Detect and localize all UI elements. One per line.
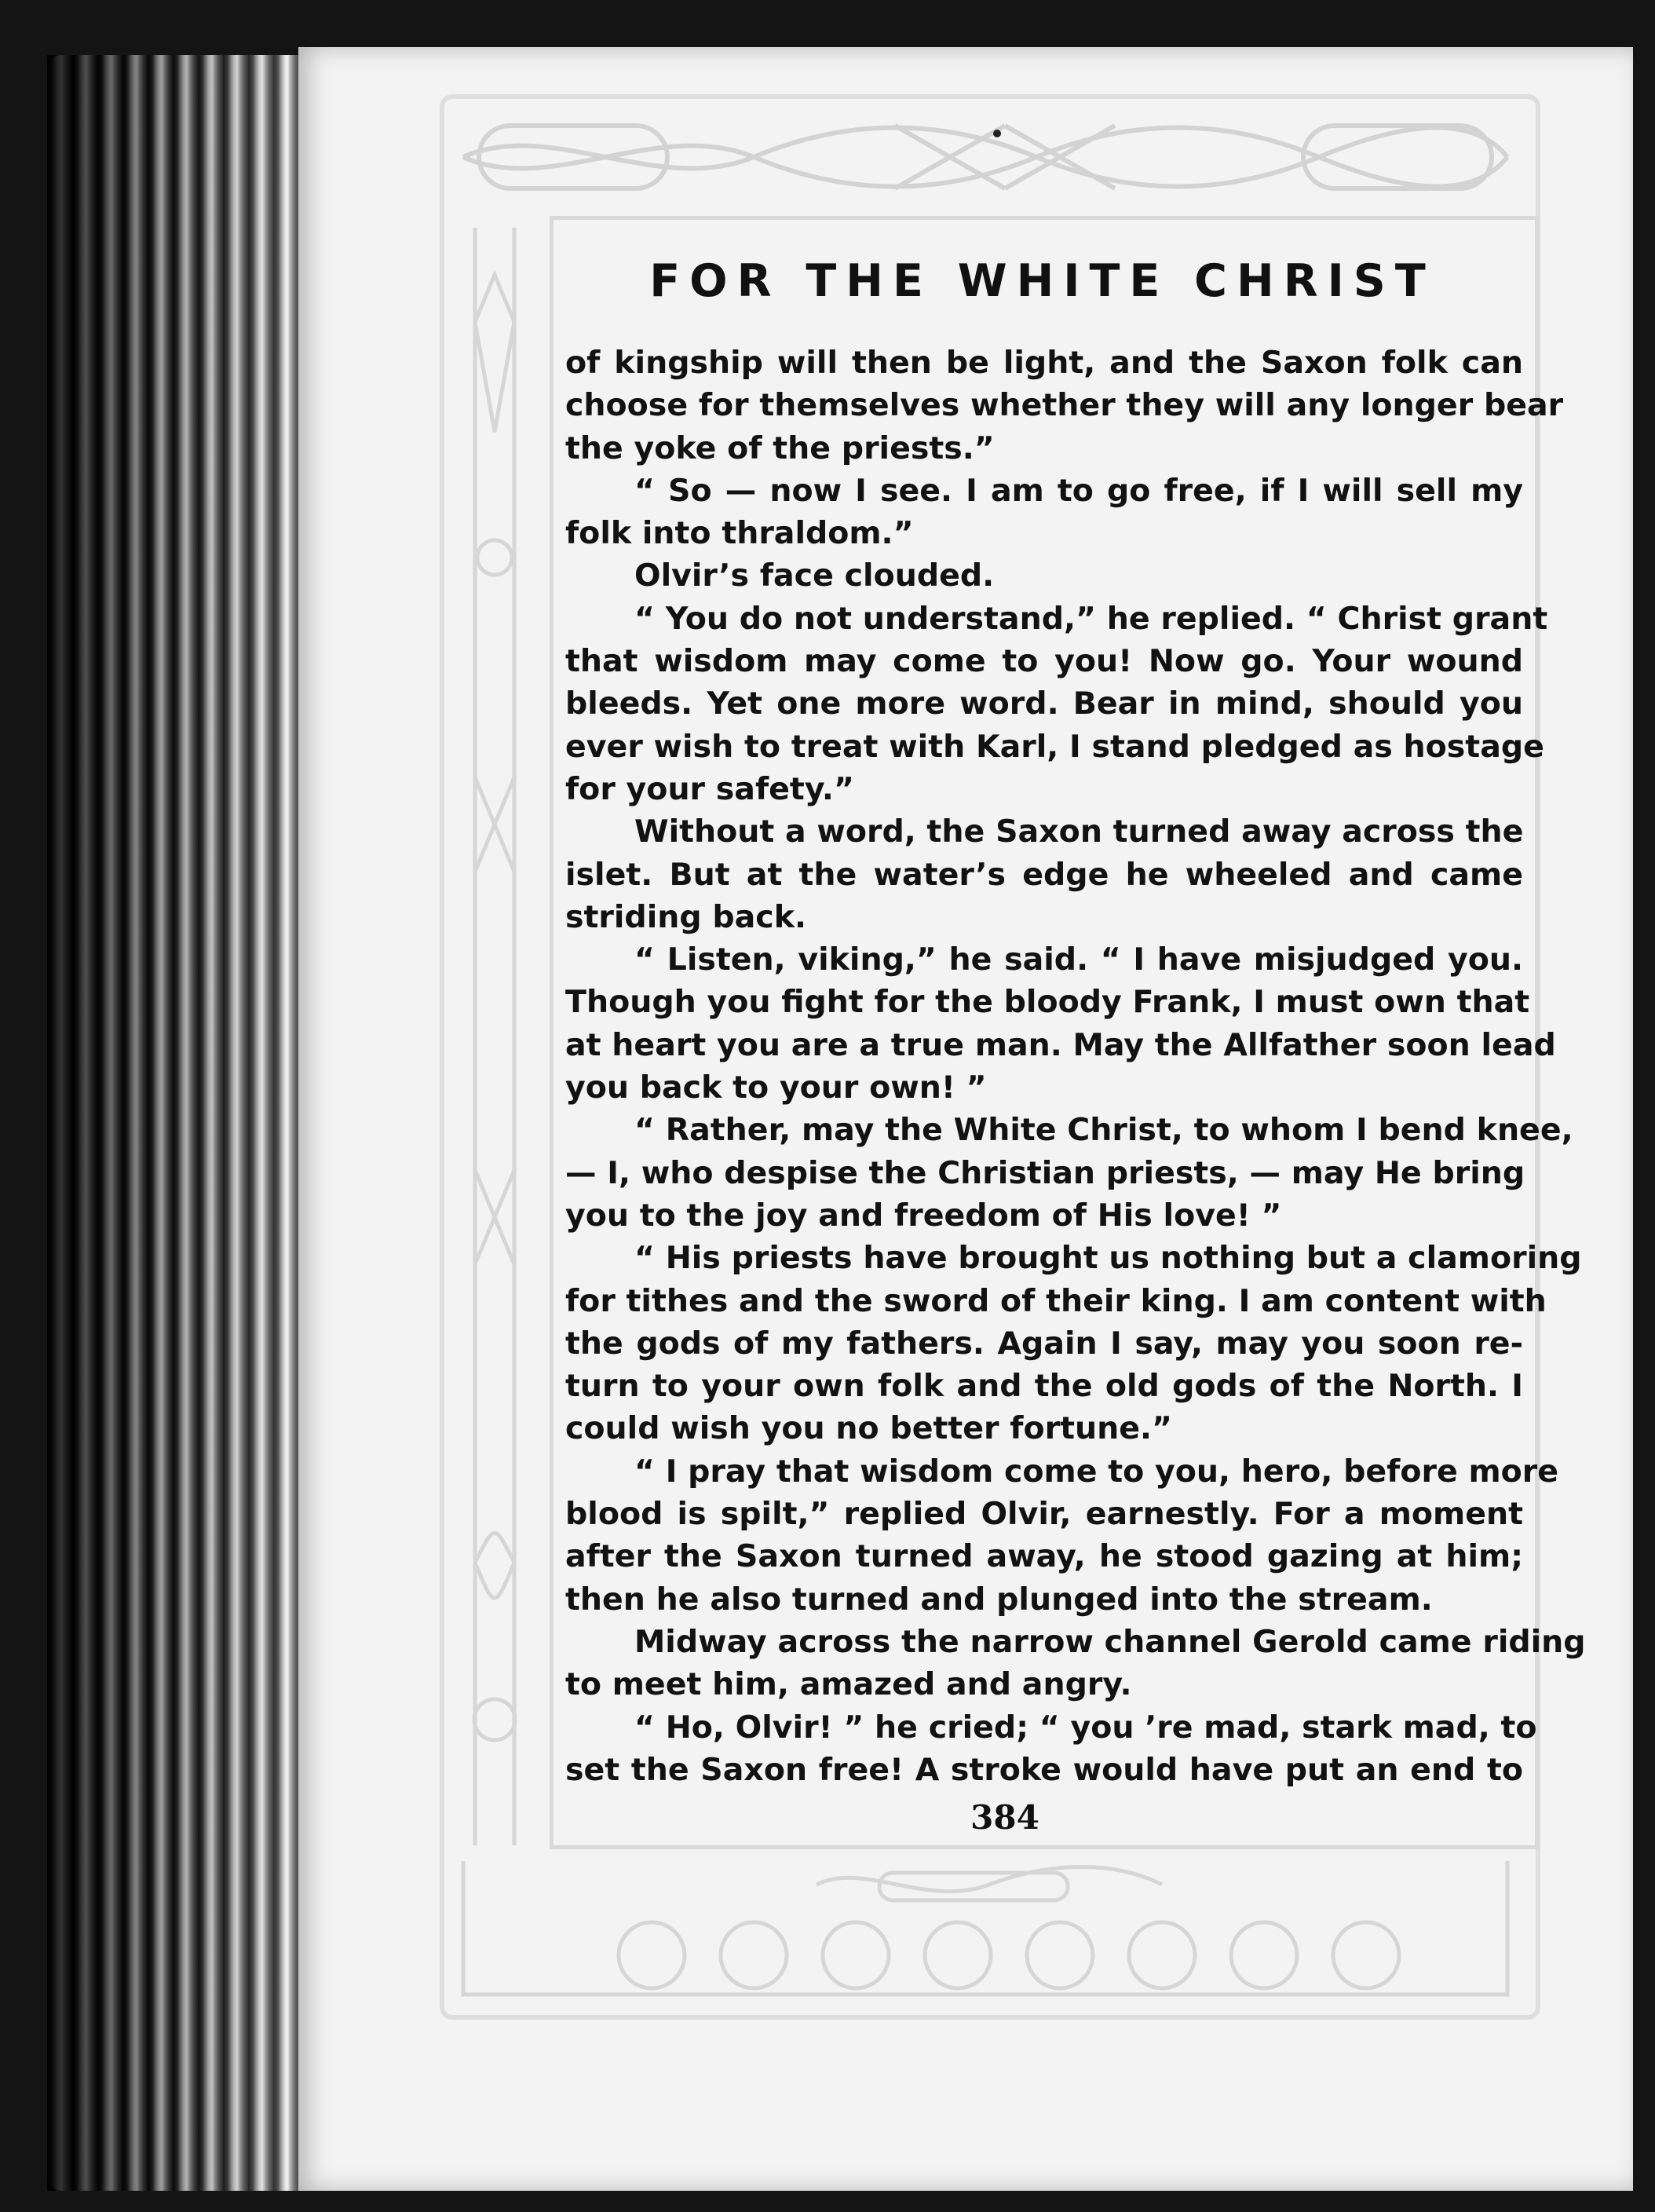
text-line: Though you fight for the bloody Frank, I must own that bbox=[565, 984, 1530, 1021]
text-line: for tithes and the sword of their king. I am content with bbox=[565, 1282, 1547, 1319]
text-line: islet. But at the water’s edge he wheeled and came bbox=[565, 856, 1523, 893]
text-line: folk into thraldom.” bbox=[565, 515, 914, 552]
text-line: the gods of my fathers. Again I say, may you soon re- bbox=[565, 1325, 1523, 1362]
text-line: “ His priests have brought us nothing but a clamoring bbox=[634, 1240, 1582, 1277]
text-line: of kingship will then be light, and the Saxon folk can bbox=[565, 345, 1523, 381]
page-leaf bbox=[298, 47, 1633, 2191]
body-text bbox=[565, 342, 1586, 1791]
text-line: that wisdom may come to you! Now go. Your wound bbox=[565, 643, 1523, 680]
text-line: set the Saxon free! A stroke would have put an end to bbox=[565, 1751, 1523, 1788]
text-line: after the Saxon turned away, he stood gazing at him; bbox=[565, 1538, 1523, 1575]
text-line: “ I pray that wisdom come to you, hero, before more bbox=[634, 1453, 1559, 1490]
text-line: at heart you are a true man. May the Allfather soon lead bbox=[565, 1026, 1556, 1063]
celtic-knot-footer-ornament bbox=[455, 1853, 1515, 2002]
text-line: blood is spilt,” replied Olvir, earnestly. For a moment bbox=[565, 1496, 1523, 1533]
text-line: choose for themselves whether they will any longer bear bbox=[565, 387, 1564, 424]
text-line: Midway across the narrow channel Gerold came riding bbox=[634, 1623, 1586, 1660]
book-fore-edge bbox=[47, 55, 306, 2191]
text-line: turn to your own folk and the old gods of the North. I bbox=[565, 1368, 1523, 1405]
text-line: “ So — now I see. I am to go free, if I will sell my bbox=[634, 472, 1523, 509]
text-line: “ Ho, Olvir! ” he cried; “ you ’re mad, stark mad, to bbox=[634, 1709, 1537, 1746]
text-line: to meet him, amazed and angry. bbox=[565, 1666, 1132, 1703]
text-line: Olvir’s face clouded. bbox=[634, 558, 995, 594]
text-line: — I, who despise the Christian priests, — may He bring bbox=[565, 1154, 1525, 1191]
celtic-knot-header-ornament bbox=[455, 110, 1515, 204]
side-border-ornament bbox=[448, 228, 542, 1845]
page-number: 384 bbox=[970, 1798, 1039, 1837]
text-line: the yoke of the priests.” bbox=[565, 430, 995, 466]
text-line: you back to your own! ” bbox=[565, 1069, 987, 1106]
text-line: you to the joy and freedom of His love! ” bbox=[565, 1197, 1282, 1234]
text-line: then he also turned and plunged into the stream. bbox=[565, 1581, 1433, 1618]
text-line: “ You do not understand,” he replied. “ Christ grant bbox=[634, 600, 1548, 637]
text-line: ever wish to treat with Karl, I stand pledged as hostage bbox=[565, 728, 1544, 765]
text-line: Without a word, the Saxon turned away across the bbox=[634, 814, 1524, 850]
text-line: “ Rather, may the White Christ, to whom I bend knee, bbox=[634, 1112, 1573, 1149]
text-line: could wish you no better fortune.” bbox=[565, 1410, 1172, 1447]
text-line: striding back. bbox=[565, 898, 806, 935]
text-line: for your safety.” bbox=[565, 770, 854, 807]
text-line: bleeds. Yet one more word. Bear in mind, should you bbox=[565, 686, 1523, 722]
running-title: FOR THE WHITE CHRIST bbox=[649, 255, 1435, 307]
text-line: “ Listen, viking,” he said. “ I have misjudged you. bbox=[634, 941, 1523, 978]
